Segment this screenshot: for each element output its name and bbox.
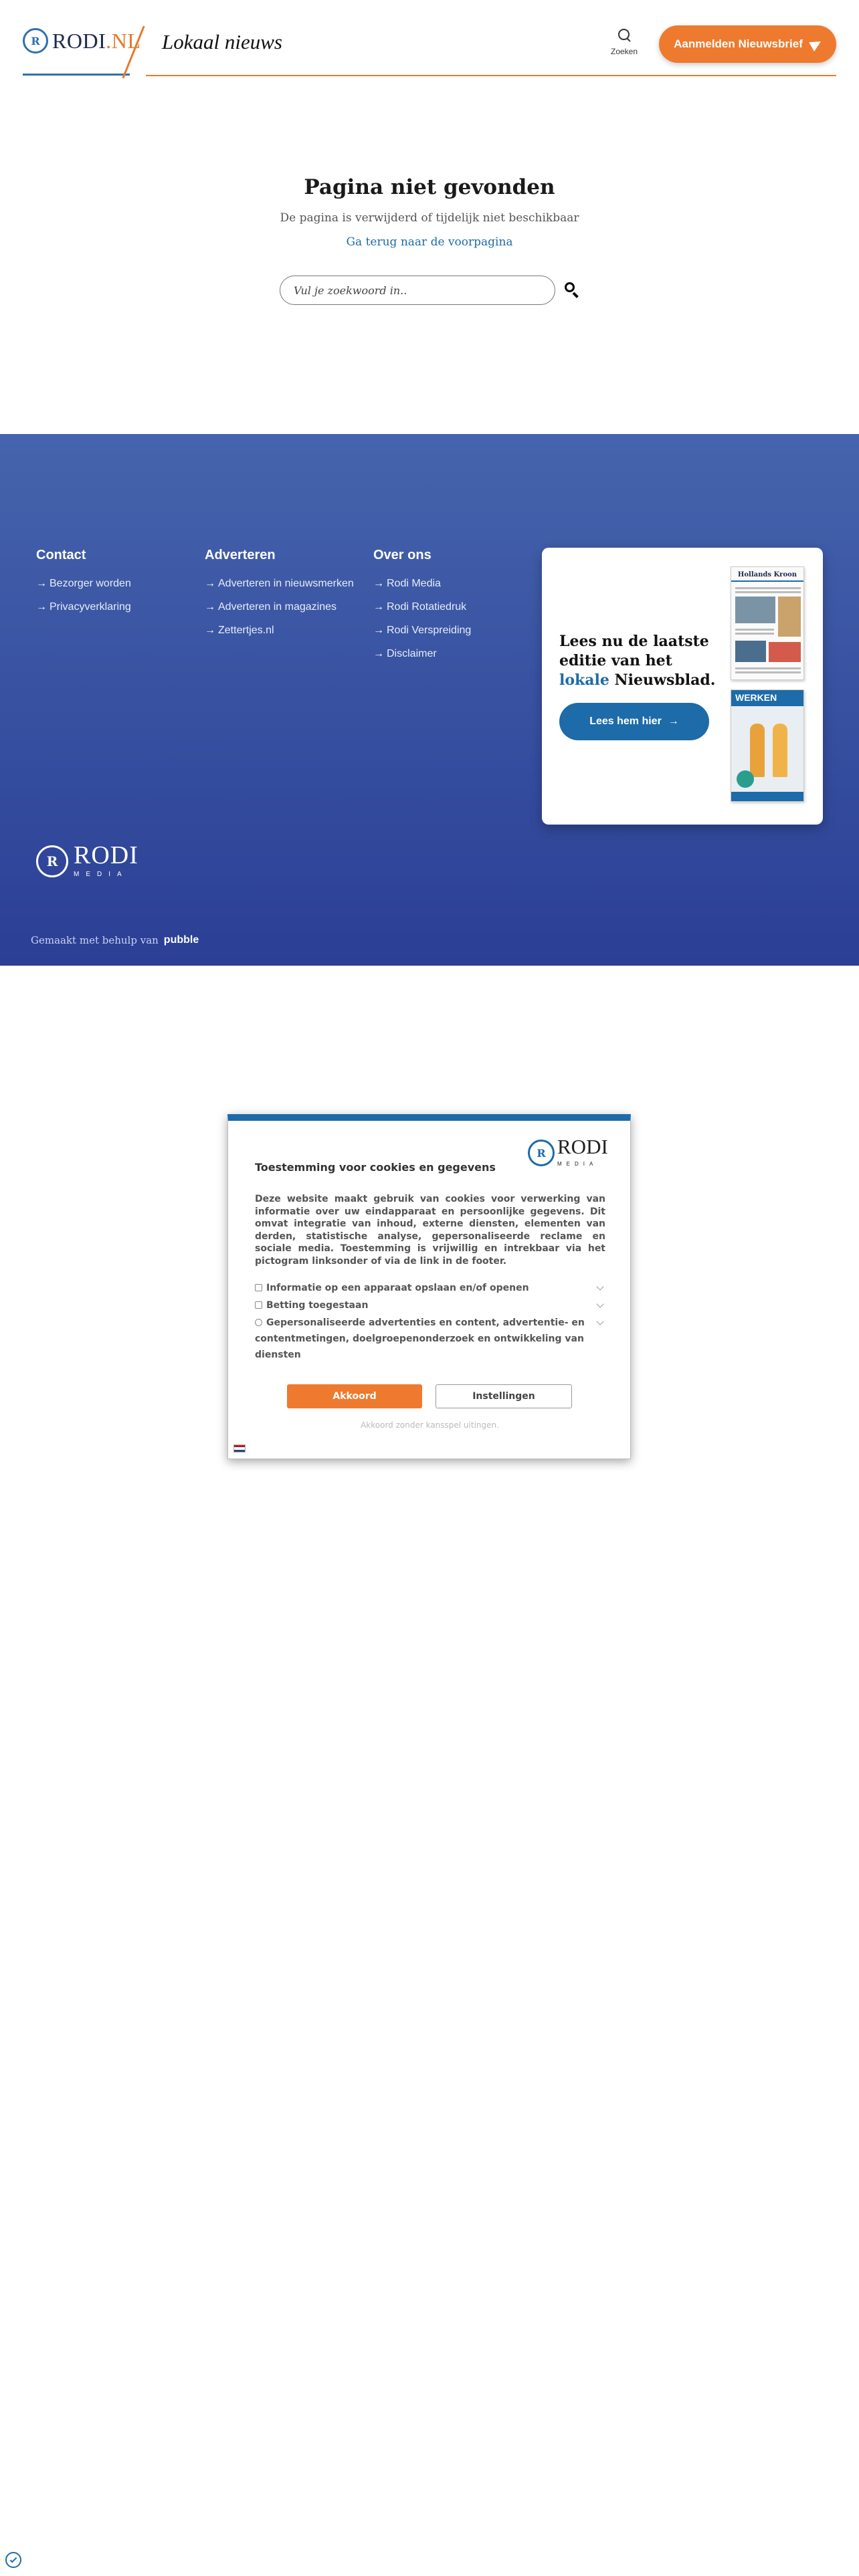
footer-link-rodi-verspreiding[interactable] (373, 625, 471, 637)
footer-column-adverteren (205, 548, 354, 648)
latest-edition-card (542, 548, 823, 825)
arrow-right-icon: → (36, 578, 47, 589)
search-input[interactable] (280, 276, 555, 305)
arrow-right-icon: → (373, 625, 384, 636)
footer-logo-main: RODI (74, 841, 138, 869)
footer-link-adverteren-nieuwsmerken[interactable] (205, 578, 354, 590)
betting-icon (255, 1301, 262, 1309)
footer-link-label: Disclaimer (387, 648, 437, 659)
made-with-credit (31, 934, 199, 946)
cookie-purpose-label: Betting toegestaan (266, 1300, 369, 1311)
site-logo[interactable] (23, 28, 140, 53)
device-storage-icon (255, 1284, 262, 1291)
promo-title-part1: Lees nu de laatste editie van het (559, 633, 709, 669)
footer-link-label: Privacyverklaring (50, 601, 131, 613)
site-footer (0, 434, 859, 966)
chevron-down-icon (596, 1317, 603, 1325)
footer-link-label: Adverteren in magazines (218, 601, 337, 613)
footer-link-label: Bezorger worden (50, 578, 131, 589)
footer-link-bezorger-worden[interactable] (36, 578, 131, 590)
footer-link-label: Zettertjes.nl (218, 625, 274, 636)
page-description: De pagina is verwijderd of tijdelijk niet beschikbaar (280, 211, 579, 225)
made-with-text: Gemaakt met behulp van (31, 934, 159, 946)
logo-main: RODI (52, 28, 106, 53)
logo-suffix: .NL (106, 28, 141, 53)
footer-link-zettertjes[interactable] (205, 625, 354, 637)
logo-text (52, 29, 140, 53)
site-header (0, 0, 859, 87)
pubble-link[interactable]: pubble (163, 934, 199, 946)
arrow-right-icon: → (373, 648, 384, 659)
dutch-flag-icon[interactable] (233, 1444, 246, 1453)
magazine-headline: WERKEN (731, 690, 803, 706)
search-icon (565, 282, 575, 292)
newspaper-text-line (735, 633, 774, 635)
arrow-right-icon: → (205, 601, 215, 613)
cookie-dialog-logo (528, 1137, 608, 1169)
newspaper-text-line (735, 591, 801, 593)
footer-heading-over-ons: Over ons (373, 548, 432, 562)
promo-title-highlight: lokale (559, 671, 609, 689)
arrow-right-icon: → (205, 625, 215, 636)
footer-link-rodi-media[interactable] (373, 578, 471, 590)
footer-link-adverteren-magazines[interactable] (205, 601, 354, 613)
cookie-consent-dialog (227, 1114, 631, 1459)
footer-logo-sub: MEDIA (74, 871, 128, 878)
personalisation-icon (255, 1319, 262, 1326)
cookie-logo-sub: MEDIA (557, 1161, 598, 1167)
magazine-cover-person (750, 724, 765, 777)
footer-column-contact (36, 548, 131, 625)
newspaper-cover-thumbnail[interactable] (731, 566, 804, 680)
chevron-down-icon (596, 1283, 603, 1290)
newspaper-text-line (735, 629, 774, 631)
search-submit-button[interactable] (563, 281, 581, 300)
footer-heading-adverteren: Adverteren (205, 548, 276, 562)
newspaper-masthead: Hollands Kroon (731, 567, 803, 582)
cookie-purpose-label: Gepersonaliseerde advertenties en content, advertentie- en contentmetingen, doelgroepenonderzoek en ontwikkeling van diensten (255, 1317, 585, 1360)
logo-underline (23, 74, 130, 76)
footer-link-label: Rodi Media (387, 578, 441, 589)
footer-link-label: Adverteren in nieuwsmerken (218, 578, 354, 589)
magazine-footer-band (731, 792, 804, 801)
arrow-right-icon: → (36, 601, 47, 613)
search-icon-handle (573, 292, 579, 298)
footer-heading-contact: Contact (36, 548, 86, 562)
consent-settings-icon[interactable] (5, 2552, 21, 2568)
footer-link-rodi-rotatiedruk[interactable] (373, 601, 471, 613)
logo-badge-icon: R (23, 28, 48, 53)
arrow-right-icon: → (373, 578, 384, 589)
footer-logo-badge-icon: R (36, 845, 68, 877)
flag-stripe (234, 1450, 245, 1452)
search-form (280, 276, 581, 305)
cookie-purpose-storage[interactable] (255, 1280, 605, 1296)
arrow-right-icon: → (205, 578, 215, 589)
cookie-purpose-betting[interactable] (255, 1297, 605, 1313)
newspaper-photo (778, 597, 801, 637)
chevron-down-icon (596, 1300, 603, 1307)
checkmark-icon (10, 2555, 17, 2563)
cookie-purpose-label: Informatie op een apparaat opslaan en/of openen (266, 1283, 529, 1293)
arrow-right-icon: → (668, 716, 679, 727)
cookie-logo-text (557, 1137, 608, 1169)
footer-logo[interactable] (36, 843, 138, 879)
magazine-cover-thumbnail[interactable] (731, 689, 804, 802)
footer-link-label: Rodi Rotatiedruk (387, 601, 467, 613)
newspaper-photo (769, 642, 801, 662)
magazine-cover-badge (737, 770, 754, 788)
cookie-dialog-body: Deze website maakt gebruik van cookies voor verwerking van informatie over uw eindapparaat en persoonlijke gegevens. Dit omvat integratie van inhoud, externe diensten, elementen van derden, statistische analyse, gepersonaliseerde reclame en sociale media. Toestemming is vrijwillig en intrekbaar via het pictogram linksonder of via de link in de footer. (255, 1194, 605, 1267)
footer-logo-text (74, 843, 138, 879)
header-divider-line (146, 75, 836, 76)
latest-edition-title (559, 632, 727, 690)
read-edition-button[interactable] (559, 703, 709, 740)
search-toggle-label: Zoeken (610, 47, 638, 56)
back-to-home-link[interactable]: Ga terug naar de voorpagina (346, 235, 513, 249)
newspaper-text-line (735, 587, 801, 589)
read-edition-label: Lees hem hier (589, 716, 662, 727)
footer-link-label: Rodi Verspreiding (387, 625, 472, 636)
paper-plane-icon (809, 37, 824, 51)
page-title: Pagina niet gevonden (304, 175, 555, 199)
newspaper-text-line (735, 671, 801, 673)
arrow-right-icon: → (373, 601, 384, 613)
cookie-purpose-personalised-ads[interactable] (255, 1315, 605, 1363)
cookie-logo-main: RODI (557, 1135, 608, 1158)
footer-column-over-ons (373, 548, 471, 671)
search-toggle-button[interactable] (606, 27, 642, 63)
cookie-accept-without-betting-link[interactable]: Akkoord zonder kansspel uitingen. (361, 1420, 499, 1430)
newspaper-photo (735, 641, 766, 662)
magazine-cover-person (773, 724, 787, 777)
cookie-logo-badge-icon: R (528, 1140, 555, 1166)
cookie-settings-button[interactable]: Instellingen (436, 1384, 572, 1408)
newsletter-signup-button[interactable] (659, 25, 836, 63)
promo-title-part2: Nieuwsblad. (609, 671, 716, 689)
footer-link-privacyverklaring[interactable] (36, 601, 131, 613)
footer-link-disclaimer[interactable] (373, 648, 471, 660)
search-icon (617, 28, 632, 44)
cookie-accept-button[interactable]: Akkoord (287, 1384, 422, 1408)
site-tagline: Lokaal nieuws (162, 30, 282, 53)
newspaper-text-line (735, 667, 801, 669)
newsletter-signup-label: Aanmelden Nieuwsbrief (674, 37, 803, 50)
cookie-dialog-title: Toestemming voor cookies en gegevens (255, 1161, 496, 1174)
newspaper-photo (735, 597, 775, 623)
